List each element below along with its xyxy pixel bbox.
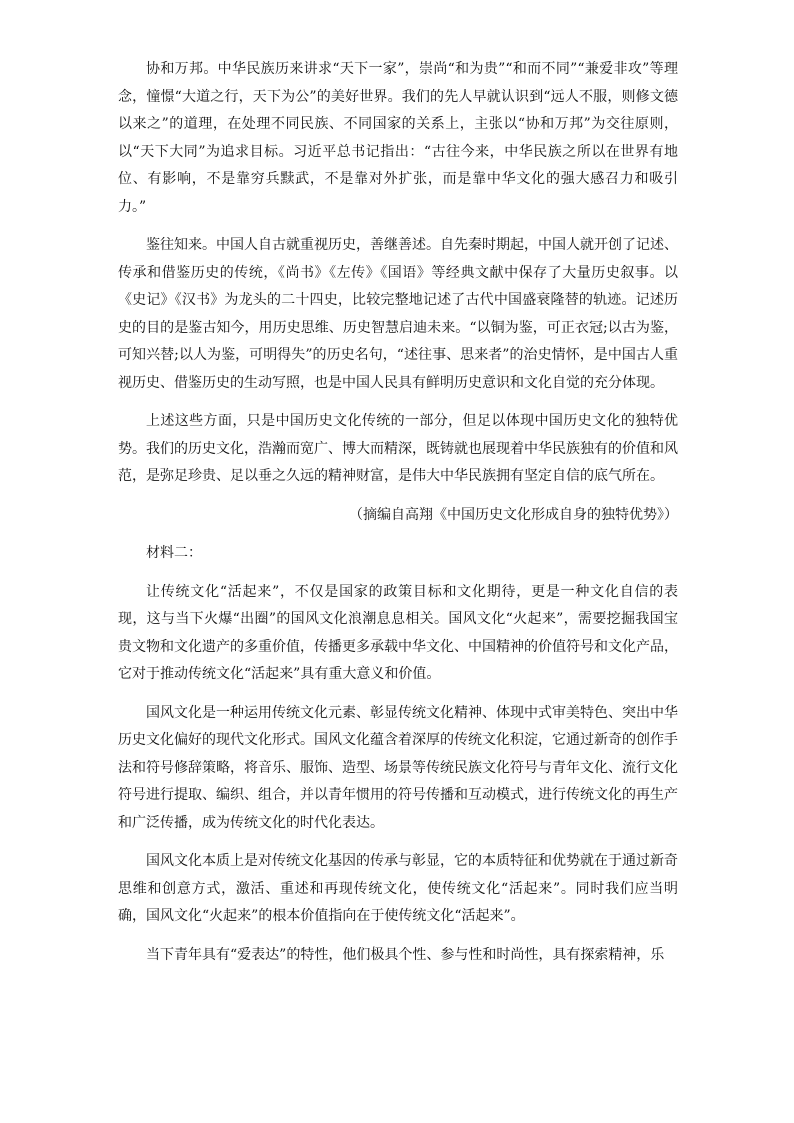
document-page [118, 56, 678, 980]
paragraph-history: 鉴往知来。中国人自古就重视历史，善继善述。自先秦时期起，中国人就开创了记述、传承和借鉴历史的传统，《尚书》《左传》《国语》等经典文献中保存了大量历史叙事。以《史记》《汉书》为龙头的二十四史，比较完整地记述了古代中国盛衰隆替的轨迹。记述历史的目的是鉴古知今，用历史思维、历史智慧启迪未来。“以铜为鉴，可正衣冠;以古为鉴，可知兴替;以人为鉴，可明得失”的历史名句，“述往事、思来者”的治史情怀，是中国古人重视历史、借鉴历史的生动写照，也是中国人民具有鲜明历史意识和文化自觉的充分体现。 [118, 237, 678, 391]
paragraph-revive-culture: 让传统文化“活起来”，不仅是国家的政策目标和文化期待，更是一种文化自信的表现，这与当下火爆“出圈”的国风文化浪潮息息相关。国风文化“火起来”，需要挖掘我国宝贵文物和文化遗产的多重价值，传播更多承载中华文化、中国精神的价值符号和文化产品，它对于推动传统文化“活起来”具有重大意义和价值。 [118, 583, 678, 682]
paragraph-youth: 当下青年具有“爱表达”的特性，他们极具个性、参与性和时尚性，具有探索精神，乐 [146, 946, 665, 963]
paragraph-harmony: 协和万邦。中华民族历来讲求“天下一家”，崇尚“和为贵”“和而不同”“兼爱非攻”等理念，憧憬“大道之行，天下为公”的美好世界。我们的先人早就认识到“远人不服，则修文德以来之”的道理，在处理不同民族、不同国家的关系上，主张以“协和万邦”为交往原则，以“天下大同”为追求目标。习近平总书记指出：“古往今来，中华民族之所以在世界有地位、有影响，不是靠穷兵黩武，不是靠对外扩张，而是靠中华文化的强大感召力和吸引力。” [118, 61, 678, 215]
paragraph-guofeng-definition: 国风文化是一种运用传统文化元素、彰显传统文化精神、体现中式审美特色、突出中华历史文化偏好的现代文化形式。国风文化蕴含着深厚的传统文化积淀，它通过新奇的创作手法和符号修辞策略，将音乐、服饰、造型、场景等传统民族文化符号与青年文化、流行文化符号进行提取、编织、组合，并以青年惯用的符号传播和互动模式，进行传统文化的再生产和广泛传播，成为传统文化的时代化表达。 [118, 704, 678, 831]
paragraph-guofeng-essence: 国风文化本质上是对传统文化基因的传承与彰显，它的本质特征和优势就在于通过新奇思维和创意方式，激活、重述和再现传统文化，使传统文化“活起来”。同时我们应当明确，国风文化“火起来”的根本价值指向在于使传统文化“活起来”。 [118, 853, 678, 924]
section-label-material-two: 材料二： [146, 545, 202, 561]
paragraph-summary: 上述这些方面，只是中国历史文化传统的一部分，但足以体现中国历史文化的独特优势。我们的历史文化，浩瀚而宽广、博大而精深，既铸就也展现着中华民族独有的价值和风范，是弥足珍贵、足以垂之久远的精神财富，是伟大中华民族拥有坚定自信的底气所在。 [118, 413, 678, 484]
source-citation: （摘编自高翔《中国历史文化形成自身的独特优势》） [349, 506, 678, 523]
